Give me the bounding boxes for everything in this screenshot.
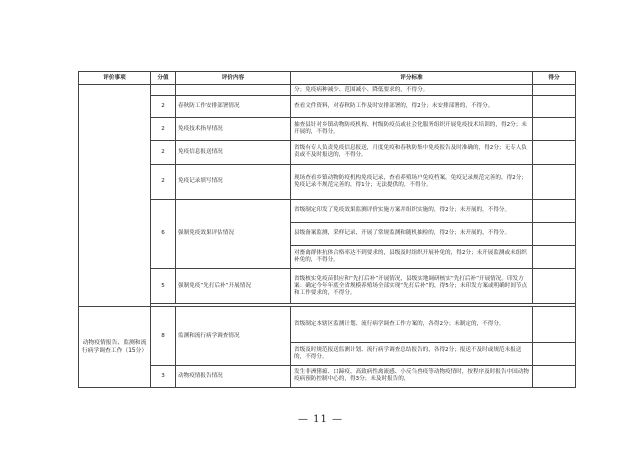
result-cell [533, 199, 576, 222]
score-cell [151, 85, 176, 96]
table-row [79, 164, 576, 199]
result-cell [533, 141, 576, 164]
standard-cell: 发生非洲猪瘟、口蹄疫、高致病性禽流感、小反刍兽疫等动物疫情时，按程序及时报告中国动物疫病预防控制中心的，得3分；未及时报告的， [291, 365, 533, 387]
standard-cell: 抽查县针对乡镇动物防疫机构、村级防疫员或社会化服务组织开展免疫技术培训的，得2分；未开展的，不得分。 [291, 118, 533, 141]
content-cell: 监测和流行病学调查情况 [176, 307, 291, 365]
score-cell: 2 [151, 164, 176, 199]
table-row [79, 269, 576, 304]
header-result: 得分 [533, 72, 576, 85]
table-row [79, 118, 576, 141]
standard-cell: 省级有专人负责免疫信息报送，月度免疫和春秋防集中免疫报告及时准确的，得2分；无专人负责或不及时报送的，不得分。 [291, 141, 533, 164]
content-cell: 强制免疫“先打后补”开展情况 [176, 269, 291, 304]
table-row [79, 365, 576, 387]
score-cell: 2 [151, 118, 176, 141]
table-row [79, 199, 576, 222]
standard-cell: 对畜禽群体抗体合格率达不到要求的，县级及时组织开展补免的，得2分；未开展监测或未组织补免的，不得分。 [291, 246, 533, 269]
standard-cell: 分；免疫病种减少、范围减小、降低要求的，不得分。 [291, 85, 533, 96]
content-cell: 免疫信息报送情况 [176, 141, 291, 164]
result-cell [533, 164, 576, 199]
header-content: 评价内容 [176, 72, 291, 85]
standard-cell: 查看文件资料，对春秋防工作及时安排部署的，得2分；未安排部署的，不得分。 [291, 96, 533, 118]
result-cell [533, 96, 576, 118]
content-cell: 免疫技术指导情况 [176, 118, 291, 141]
evaluation-table [78, 71, 576, 388]
content-cell: 免疫记录填写情况 [176, 164, 291, 199]
standard-cell: 省级及时规范报送监测计划、流行病学调查总结报告的，各得2分；报送不及时或规范未报送的，不得分。 [291, 342, 533, 365]
result-cell [533, 85, 576, 96]
standard-cell: 县级备案监测，采样记录，开展了常规监测和随机抽检的，得2分；未开展的，不得分。 [291, 222, 533, 245]
table-row [79, 96, 576, 118]
table-row [79, 307, 576, 342]
content-cell: 强制免疫效果评估情况 [176, 199, 291, 268]
category-cell-report: 动物疫情报告、监测和流行病学调查工作（15分） [79, 307, 151, 388]
score-cell: 8 [151, 307, 176, 365]
header-category: 评价事项 [79, 72, 151, 85]
table-row [79, 85, 576, 96]
result-cell [533, 342, 576, 365]
content-cell [176, 85, 291, 96]
result-cell [533, 118, 576, 141]
standard-cell: 现场查看乡镇动物防疫机构免疫记录，查看养殖场户免疫档案，免疫记录规范完善的，得2分；免疫记录不规范完善的，得1分；无法提供的，不得分。 [291, 164, 533, 199]
standard-cell: 省级制定印发了免疫效果监测评价实施方案并组织实施的，得2分；未开展的，不得分。 [291, 199, 533, 222]
header-score: 分值 [151, 72, 176, 85]
content-cell: 动物疫情报告情况 [176, 365, 291, 387]
page-number: — 11 — [297, 414, 344, 425]
table-row [79, 141, 576, 164]
result-cell [533, 269, 576, 304]
score-cell: 6 [151, 199, 176, 268]
category-cell-immunization [79, 85, 151, 307]
score-cell: 2 [151, 141, 176, 164]
result-cell [533, 307, 576, 342]
result-cell [533, 222, 576, 245]
standard-cell: 省级制定本辖区监测计划、流行病学调查工作方案的，各得2分；未制定的，不得分。 [291, 307, 533, 342]
score-cell: 5 [151, 269, 176, 304]
score-cell: 3 [151, 365, 176, 387]
result-cell [533, 246, 576, 269]
table-header-row [79, 72, 576, 85]
score-cell: 2 [151, 96, 176, 118]
result-cell [533, 365, 576, 387]
standard-cell: 省级核实免疫苗供应和“先打后补”开展情况，县级实地调研核实“先打后补”开展情况。印发方案：确定今年年底全省规模养殖场全部实现“先打后补”的，得5分；未印发方案或明确时间节点和工作要求的，不得分。 [291, 269, 533, 304]
content-cell: 春秋防工作安排部署情况 [176, 96, 291, 118]
header-standard: 评分标准 [291, 72, 533, 85]
